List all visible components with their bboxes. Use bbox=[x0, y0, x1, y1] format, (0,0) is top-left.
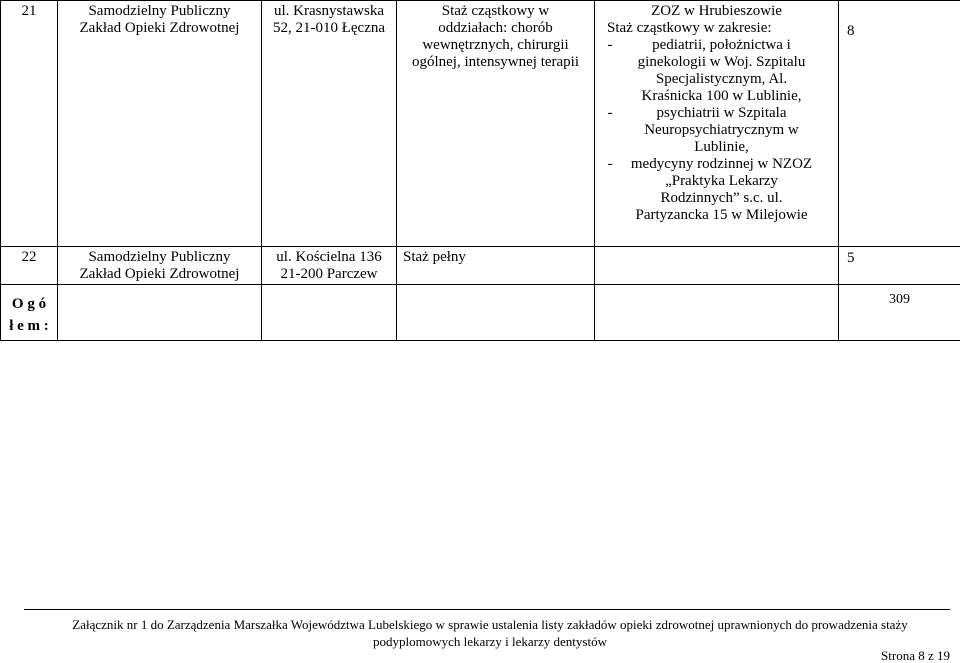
total-value-text: 309 bbox=[889, 292, 910, 307]
institution-address bbox=[262, 1, 397, 247]
empty-cell bbox=[262, 285, 397, 341]
table-row bbox=[1, 1, 960, 247]
total-value bbox=[839, 285, 960, 341]
scope-item bbox=[595, 37, 838, 105]
type-line: wewnętrznych, chirurgii bbox=[397, 37, 594, 54]
address-line: ul. Kościelna 136 bbox=[262, 249, 396, 266]
internship-scope bbox=[595, 247, 839, 285]
scope-item-text bbox=[625, 105, 838, 156]
type-line: Staż cząstkowy w bbox=[397, 3, 594, 20]
scope-dash: - bbox=[595, 37, 625, 105]
total-label-line: O g ó bbox=[1, 293, 57, 315]
institution-name bbox=[58, 247, 262, 285]
scope-item bbox=[595, 105, 838, 156]
type-line: Staż pełny bbox=[403, 249, 594, 266]
scope-line: psychiatrii w Szpitala bbox=[625, 105, 818, 122]
row-number bbox=[1, 247, 58, 285]
name-line: Zakład Opieki Zdrowotnej bbox=[58, 266, 261, 283]
scope-line: „Praktyka Lekarzy bbox=[625, 173, 818, 190]
page-number: Strona 8 z 19 bbox=[881, 648, 950, 663]
empty-cell bbox=[595, 285, 839, 341]
scope-line: ginekologii w Woj. Szpitalu bbox=[625, 54, 818, 71]
type-line: ogólnej, intensywnej terapii bbox=[397, 54, 594, 71]
empty-cell bbox=[58, 285, 262, 341]
scope-heading: Staż cząstkowy w zakresie: bbox=[595, 20, 838, 37]
total-label-line: ł e m : bbox=[1, 315, 57, 337]
internship-type bbox=[397, 1, 595, 247]
scope-top-line: ZOZ w Hrubieszowie bbox=[595, 3, 838, 20]
empty-cell bbox=[397, 285, 595, 341]
scope-line: Neuropsychiatrycznym w bbox=[625, 122, 818, 139]
scope-line: pediatrii, położnictwa i bbox=[625, 37, 818, 54]
name-line: Samodzielny Publiczny bbox=[58, 3, 261, 20]
scope-line: medycyny rodzinnej w NZOZ bbox=[625, 156, 818, 173]
total-row bbox=[1, 285, 960, 341]
count-value: 5 bbox=[847, 250, 855, 266]
internship-count bbox=[839, 247, 960, 285]
scope-item-text bbox=[625, 156, 838, 224]
scope-line: Lublinie, bbox=[625, 139, 818, 156]
address-line: 52, 21-010 Łęczna bbox=[262, 20, 396, 37]
address-line: ul. Krasnystawska bbox=[262, 3, 396, 20]
row-number-value: 22 bbox=[22, 249, 37, 265]
scope-item bbox=[595, 156, 838, 224]
total-label bbox=[1, 285, 58, 341]
footer-line: Załącznik nr 1 do Zarządzenia Marszałka Województwa Lubelskiego w sprawie ustalenia listy zakładów opieki zdrowotnej uprawnionych do prowadzenia staży bbox=[30, 616, 950, 633]
row-number bbox=[1, 1, 58, 247]
count-value: 8 bbox=[847, 23, 855, 39]
scope-item-text bbox=[625, 37, 838, 105]
scope-line: Kraśnicka 100 w Lublinie, bbox=[625, 88, 818, 105]
footer-text bbox=[30, 616, 950, 650]
internship-scope bbox=[595, 1, 839, 247]
footer-divider bbox=[24, 609, 950, 610]
row-number-value: 21 bbox=[22, 3, 37, 19]
scope-line: Partyzancka 15 w Milejowie bbox=[625, 207, 818, 224]
institution-name bbox=[58, 1, 262, 247]
scope-dash: - bbox=[595, 156, 625, 224]
internship-type bbox=[397, 247, 595, 285]
institution-address bbox=[262, 247, 397, 285]
footer-line: podyplomowych lekarzy i lekarzy dentystów bbox=[30, 633, 950, 650]
address-line: 21-200 Parczew bbox=[262, 266, 396, 283]
table-row bbox=[1, 247, 960, 285]
name-line: Zakład Opieki Zdrowotnej bbox=[58, 20, 261, 37]
scope-line: Specjalistycznym, Al. bbox=[625, 71, 818, 88]
internship-count bbox=[839, 1, 960, 247]
name-line: Samodzielny Publiczny bbox=[58, 249, 261, 266]
scope-line: Rodzinnych” s.c. ul. bbox=[625, 190, 818, 207]
scope-dash: - bbox=[595, 105, 625, 156]
type-line: oddziałach: chorób bbox=[397, 20, 594, 37]
